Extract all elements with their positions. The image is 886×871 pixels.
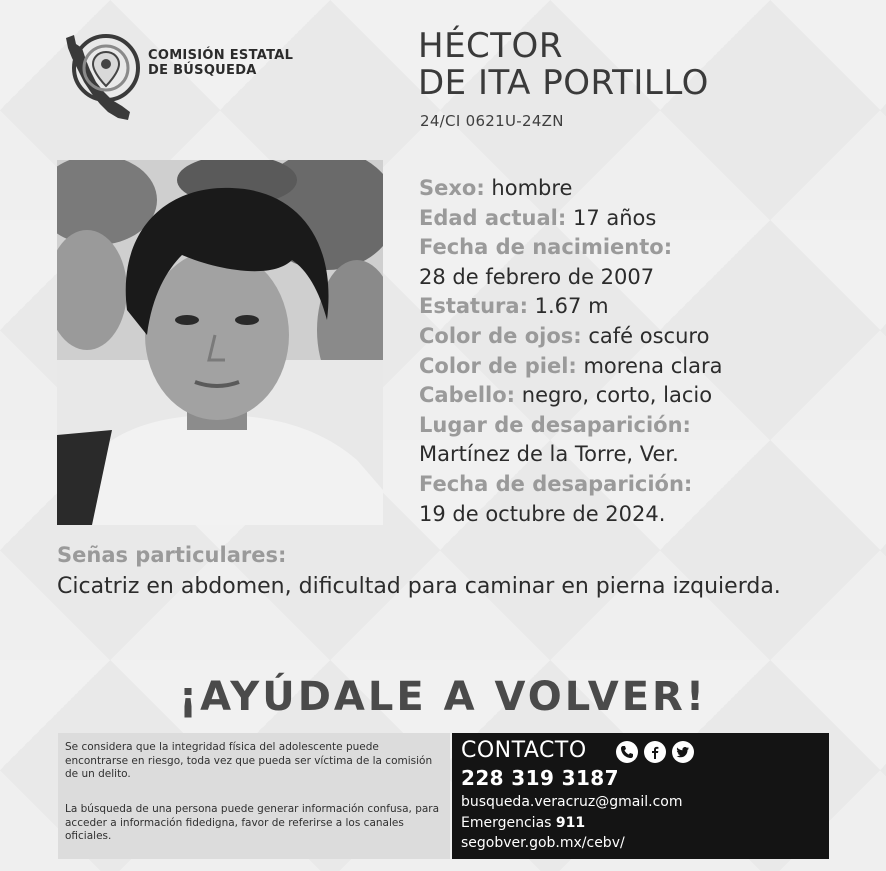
detail-sexo	[419, 174, 859, 204]
person-name-line1: HÉCTOR	[418, 26, 563, 66]
disclaimer-note-1: Se considera que la integridad física del adolescente puede encontrarse en riesgo, toda vez que pueda ser víctima de la comisión de un delito.	[65, 741, 433, 780]
detail-cabello-label: Cabello:	[419, 383, 516, 408]
contact-email[interactable]: busqueda.veracruz@gmail.com	[461, 794, 683, 810]
detail-edad	[419, 204, 859, 234]
facebook-icon[interactable]	[644, 741, 666, 763]
detail-cabello	[419, 381, 859, 411]
detail-piel	[419, 352, 859, 382]
contact-website[interactable]: segobver.gob.mx/cebv/	[461, 835, 625, 851]
detail-sexo-value: hombre	[484, 176, 573, 200]
senas-label: Señas particulares:	[57, 543, 287, 567]
detail-nacimiento-label: Fecha de nacimiento:	[419, 235, 673, 260]
org-name	[148, 48, 293, 78]
detail-estatura	[419, 292, 859, 322]
detail-nacimiento-label-row	[419, 233, 859, 263]
case-folio: 24/CI 0621U-24ZN	[420, 112, 564, 130]
person-photo	[57, 160, 383, 525]
org-name-line1: COMISIÓN ESTATAL	[148, 48, 294, 63]
detail-estatura-label: Estatura:	[419, 294, 528, 319]
org-name-line2: DE BÚSQUEDA	[148, 63, 257, 78]
person-name-line2: DE ITA PORTILLO	[418, 63, 709, 103]
detail-lugar-label-row	[419, 411, 859, 441]
contact-box	[452, 733, 829, 859]
detail-cabello-value: negro, corto, lacio	[515, 383, 713, 408]
detail-piel-label: Color de piel:	[419, 353, 577, 378]
detail-nacimiento-value: 28 de febrero de 2007	[419, 264, 655, 289]
senas-value: Cicatriz en abdomen, dificultad para caminar en pierna izquierda.	[57, 574, 781, 599]
disclaimer-box	[58, 733, 450, 859]
detail-ojos	[419, 322, 859, 352]
disclaimer-note-2: La búsqueda de una persona puede generar información confusa, para acceder a información fidedigna, favor de referirse a los canales oficiales.	[65, 803, 440, 842]
detail-edad-value: 17 años	[566, 205, 657, 230]
detail-lugar-value: Martínez de la Torre, Ver.	[419, 442, 679, 467]
emergencias-number[interactable]: 911	[555, 815, 586, 831]
contact-phone[interactable]: 228 319 3187	[461, 766, 619, 790]
detail-piel-value: morena clara	[576, 353, 723, 378]
twitter-icon[interactable]	[672, 741, 694, 763]
detail-edad-label: Edad actual:	[419, 205, 567, 230]
contact-title: CONTACTO	[461, 738, 587, 763]
person-name	[418, 28, 709, 102]
detail-ojos-label: Color de ojos:	[419, 323, 582, 348]
detail-ojos-value: café oscuro	[581, 323, 710, 348]
phone-icon[interactable]	[616, 741, 638, 763]
person-details	[419, 174, 859, 529]
detail-fecha-des-label: Fecha de desaparición:	[419, 471, 693, 496]
detail-sexo-label: Sexo:	[419, 176, 485, 200]
emergencias-label: Emergencias	[461, 815, 556, 831]
detail-fecha-des-label-row	[419, 470, 859, 500]
detail-lugar-label: Lugar de desaparición:	[419, 412, 691, 437]
detail-estatura-value: 1.67 m	[527, 294, 609, 319]
slogan: ¡AYÚDALE A VOLVER!	[178, 674, 708, 720]
detail-fecha-des-value: 19 de octubre de 2024.	[419, 501, 666, 526]
person-photo-image	[57, 160, 383, 525]
contact-icons	[616, 741, 694, 765]
contact-emergencias	[461, 815, 585, 831]
